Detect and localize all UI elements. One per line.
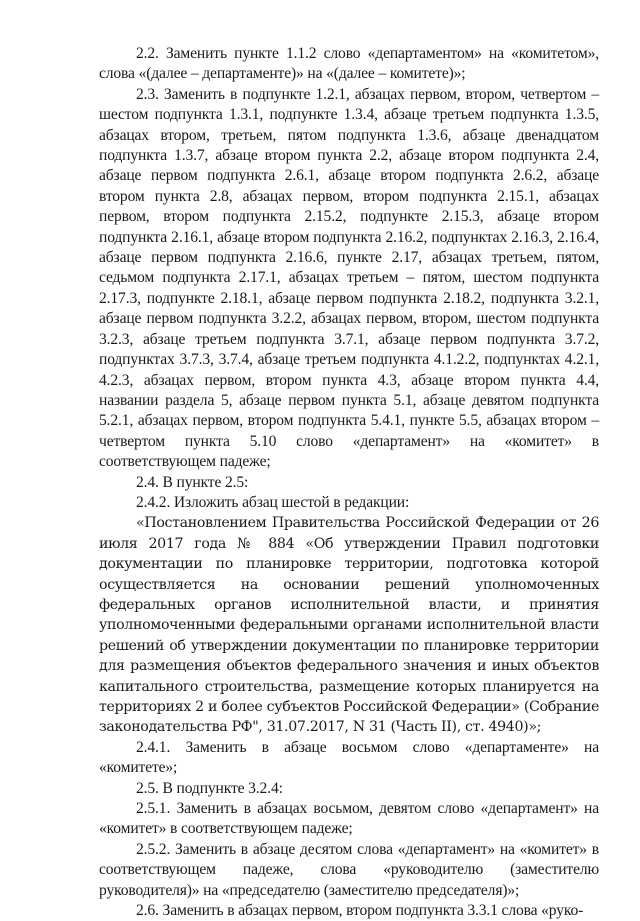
paragraph-2-3: 2.3. Заменить в подпункте 1.2.1, абзацах первом, втором, четвертом – шестом подпункта 1.3.1, подпункте 1.3.4, абзаце третьем подпункта 1.3.5, абзацах втором, третьем, пятом подпункта 1.3.6, абзаце двенадцатом подпункта 1.3.7, абзаце втором пункта 2.2, абзаце втором подпункта 2.4, абзаце первом подпункта 2.6.1, абзаце втором подпункта 2.6.2, абзаце втором пункта 2.8, абзацах первом, втором подпункта 2.15.1, абзацах первом, втором подпункта 2.15.2, подпункте 2.15.3, абзаце втором подпункта 2.16.1, абзаце втором подпункта 2.16.2, подпунктах 2.16.3, 2.16.4, абзаце первом подпункта 2.16.6, пункте 2.17, абзацах третьем, пятом, седьмом подпункта 2.17.1, абзацах третьем – пятом, шестом подпункта 2.17.3, подпункте 2.18.1, абзаце первом подпункта 2.18.2, подпункта 3.2.1, абзаце первом подпункта 3.2.2, абзацах первом, втором, шестом подпункта 3.2.3, абзаце третьем подпункта 3.7.1, абзаце первом подпункта 3.7.2, подпунктах 3.7.3, 3.7.4, абзаце третьем подпункта 4.1.2.2, подпунктах 4.2.1, 4.2.3, абзацах первом, втором пункта 4.3, абзаце втором пункта 4.4, названии раздела 5, абзаце первом пункта 5.1, абзаце девятом подпункта 5.2.1, абзацах первом, втором подпункта 5.4.1, пункте 5.5, абзацах втором – четвертом пункта 5.10 слово «департамент» на «комитет» в соответствующем падеже; (99, 85, 599, 471)
paragraph-2-6: 2.6. Заменить в абзацах первом, втором подпункта 3.3.1 слова «руко- (136, 902, 584, 920)
paragraph-2-4: 2.4. В пункте 2.5: (136, 473, 249, 491)
paragraph-2-4-1: 2.4.1. Заменить в абзаце восьмом слово «департаменте» на «комитете»; (99, 738, 599, 777)
paragraph-2-2: 2.2. Заменить пункте 1.1.2 слово «департаментом» на «комитетом», слова «(далее – департаменте)» на «(далее – комитете)»; (99, 45, 599, 83)
paragraph-2-5: 2.5. В подпункте 3.2.4: (136, 779, 283, 797)
paragraph-2-5-1: 2.5.1. Заменить в абзацах восьмом, девятом слово «департамент» на «комитет» в соответствующем падеже; (99, 800, 599, 838)
paragraph-2-4-2: 2.4.2. Изложить абзац шестой в редакции: (136, 493, 410, 511)
paragraph-2-5-2: 2.5.2. Заменить в абзаце десятом слова «департамент» на «комитет» в соответствующем падеже, слова «руководителю (заместителю руководителя)» на «председателю (заместителю председателя)»; (99, 840, 599, 899)
paragraph-quoted-edition: «Постановлением Правительства Российской Федерации от 26 июля 2017 года № 884 «Об утверждении Правил подготовки документации по планировке территории, подготовка которой осуществляется на основании решений уполномоченных федеральных органов исполнительной власти, и принятия уполномоченными федеральными органами исполнительной власти решений об утверждении документации по планировке территории для размещения объектов федерального значения и иных объектов капитального строительства, размещение которых планируется на территориях 2 и более субъектов Российской Федерации» (Собрание законодательства РФ", 31.07.2017, N 31 (Часть II), ст. 4940)»; (99, 515, 599, 736)
document-page (99, 44, 599, 921)
